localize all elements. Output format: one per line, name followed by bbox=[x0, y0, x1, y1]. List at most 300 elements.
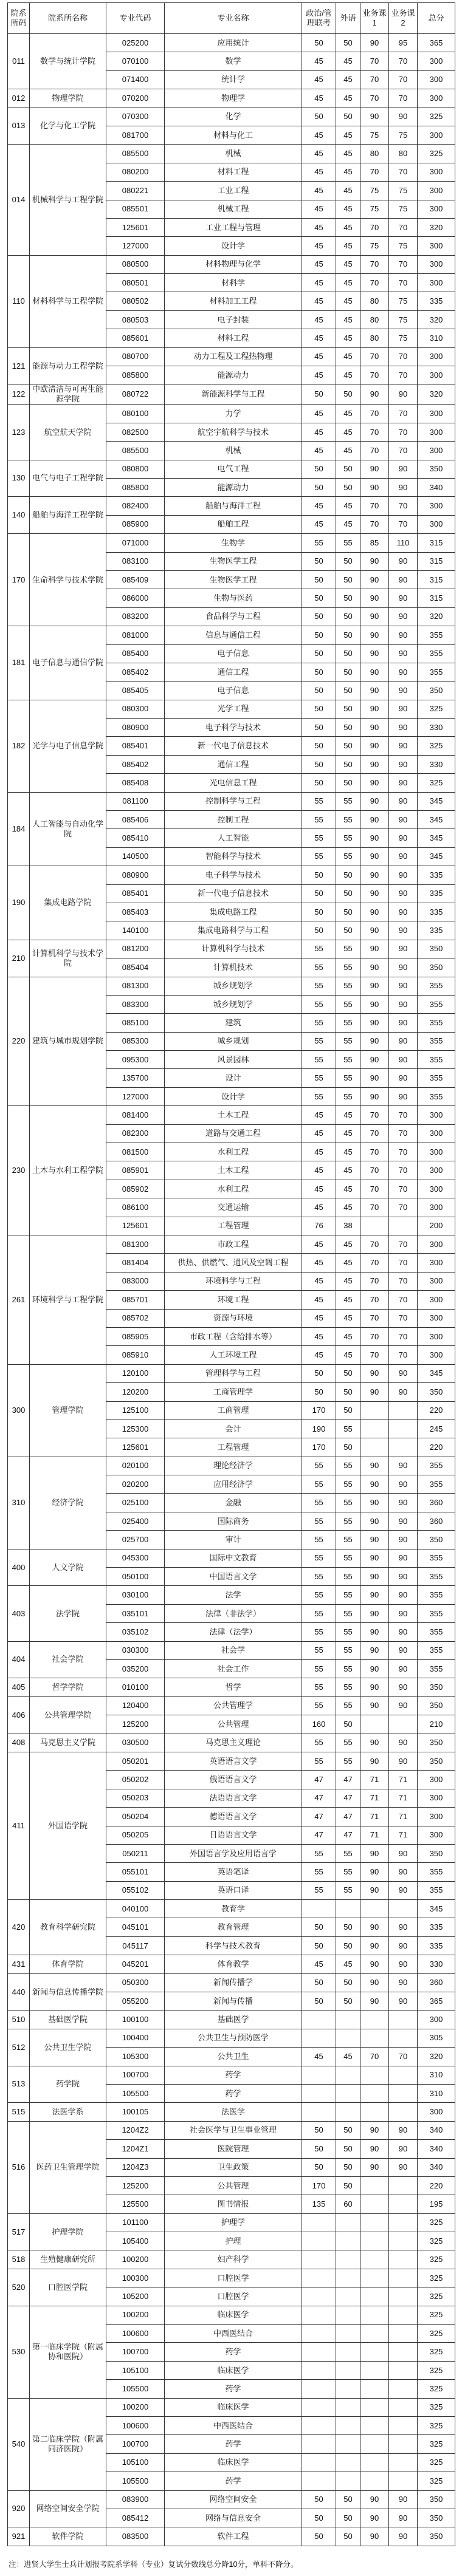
major-name-cell: 航空宇航科学与技术 bbox=[165, 423, 302, 441]
major-code-cell: 050205 bbox=[106, 1826, 165, 1844]
major-code-cell: 125601 bbox=[106, 1438, 165, 1457]
language-score-cell: 50 bbox=[336, 2140, 360, 2158]
major-code-cell: 085412 bbox=[106, 2509, 165, 2527]
total-score-cell: 300 bbox=[418, 52, 455, 70]
course2-score-cell: 90 bbox=[389, 1051, 418, 1069]
major-code-cell: 085409 bbox=[106, 570, 165, 589]
total-score-cell: 300 bbox=[418, 1161, 455, 1180]
major-name-cell: 公共卫生 bbox=[165, 2048, 302, 2066]
total-score-cell: 325 bbox=[418, 2398, 455, 2416]
total-score-cell: 350 bbox=[418, 460, 455, 478]
language-score-cell: 47 bbox=[336, 1826, 360, 1844]
major-name-cell: 机械 bbox=[165, 145, 302, 163]
course2-score-cell: 90 bbox=[389, 1549, 418, 1567]
major-name-cell: 临床医学 bbox=[165, 2306, 302, 2324]
school-name-cell: 护理学院 bbox=[30, 2213, 106, 2250]
politics-score-cell: 55 bbox=[302, 977, 336, 995]
table-row bbox=[8, 34, 455, 52]
politics-score-cell bbox=[302, 2453, 336, 2472]
major-code-cell: 085902 bbox=[106, 1180, 165, 1198]
total-score-cell: 300 bbox=[418, 1309, 455, 1327]
course2-score-cell: 90 bbox=[389, 460, 418, 478]
total-score-cell: 310 bbox=[418, 2066, 455, 2084]
school-name-cell: 生殖健康研究所 bbox=[30, 2250, 106, 2269]
school-code-cell: 431 bbox=[8, 1955, 30, 1973]
politics-score-cell: 50 bbox=[302, 2121, 336, 2139]
school-name-cell: 公共管理学院 bbox=[30, 1696, 106, 1734]
total-score-cell: 300 bbox=[418, 237, 455, 255]
school-code-cell: 420 bbox=[8, 1900, 30, 1955]
course1-score-cell: 70 bbox=[360, 405, 389, 423]
school-code-cell: 011 bbox=[8, 34, 30, 89]
politics-score-cell: 45 bbox=[302, 405, 336, 423]
major-code-cell: 083500 bbox=[106, 2527, 165, 2546]
major-code-cell: 035101 bbox=[106, 1604, 165, 1622]
total-score-cell: 300 bbox=[418, 347, 455, 366]
course2-score-cell: 90 bbox=[389, 737, 418, 755]
major-name-cell: 公共管理 bbox=[165, 2176, 302, 2195]
major-code-cell: 085401 bbox=[106, 737, 165, 755]
major-code-cell: 085401 bbox=[106, 884, 165, 903]
total-score-cell: 350 bbox=[418, 1844, 455, 1862]
politics-score-cell: 55 bbox=[302, 792, 336, 810]
school-code-cell: 518 bbox=[8, 2250, 30, 2269]
table-row bbox=[8, 255, 455, 273]
major-name-cell: 控制工程 bbox=[165, 811, 302, 829]
major-code-cell: 025700 bbox=[106, 1531, 165, 1549]
course1-score-cell: 90 bbox=[360, 866, 389, 884]
total-score-cell: 220 bbox=[418, 2176, 455, 2195]
politics-score-cell: 50 bbox=[302, 921, 336, 940]
course2-score-cell: 90 bbox=[389, 1383, 418, 1401]
total-score-cell: 355 bbox=[418, 644, 455, 663]
politics-score-cell: 50 bbox=[302, 1936, 336, 1955]
course2-score-cell: 90 bbox=[389, 1364, 418, 1382]
language-score-cell bbox=[336, 2029, 360, 2047]
course2-score-cell: 70 bbox=[389, 1272, 418, 1290]
table-row bbox=[8, 1973, 455, 1992]
total-score-cell: 360 bbox=[418, 1512, 455, 1530]
total-score-cell: 325 bbox=[418, 737, 455, 755]
course1-score-cell bbox=[360, 2232, 389, 2250]
total-score-cell: 300 bbox=[418, 366, 455, 384]
politics-score-cell: 50 bbox=[302, 2527, 336, 2546]
language-score-cell: 55 bbox=[336, 1696, 360, 1715]
major-code-cell: 105500 bbox=[106, 2084, 165, 2102]
major-code-cell: 100200 bbox=[106, 2250, 165, 2269]
course1-score-cell bbox=[360, 2306, 389, 2324]
major-name-cell: 通信工程 bbox=[165, 663, 302, 681]
major-code-cell: 050201 bbox=[106, 1752, 165, 1770]
politics-score-cell: 55 bbox=[302, 1734, 336, 1752]
language-score-cell: 50 bbox=[336, 570, 360, 589]
language-score-cell bbox=[336, 2417, 360, 2435]
politics-score-cell: 50 bbox=[302, 34, 336, 52]
politics-score-cell: 50 bbox=[302, 737, 336, 755]
politics-score-cell: 50 bbox=[302, 607, 336, 626]
total-score-cell: 315 bbox=[418, 570, 455, 589]
total-score-cell: 355 bbox=[418, 977, 455, 995]
language-score-cell: 55 bbox=[336, 1087, 360, 1105]
major-code-cell: 140100 bbox=[106, 921, 165, 940]
course1-score-cell bbox=[360, 1715, 389, 1734]
total-score-cell: 355 bbox=[418, 1549, 455, 1567]
course2-score-cell: 90 bbox=[389, 1844, 418, 1862]
language-score-cell: 55 bbox=[336, 1863, 360, 1881]
major-code-cell: 085800 bbox=[106, 478, 165, 496]
major-name-cell: 新能源科学与工程 bbox=[165, 384, 302, 405]
total-score-cell: 315 bbox=[418, 589, 455, 607]
school-name-cell: 哲学学院 bbox=[30, 1678, 106, 1696]
major-code-cell: 083200 bbox=[106, 607, 165, 626]
politics-score-cell: 50 bbox=[302, 384, 336, 405]
language-score-cell: 47 bbox=[336, 1808, 360, 1826]
course1-score-cell: 70 bbox=[360, 442, 389, 460]
total-score-cell: 325 bbox=[418, 2453, 455, 2472]
language-score-cell: 55 bbox=[336, 1623, 360, 1641]
total-score-cell: 360 bbox=[418, 1494, 455, 1512]
school-name-cell: 集成电路学院 bbox=[30, 866, 106, 940]
course1-score-cell: 90 bbox=[360, 682, 389, 700]
major-name-cell: 物理学 bbox=[165, 89, 302, 108]
language-score-cell bbox=[336, 2066, 360, 2084]
total-score-cell: 325 bbox=[418, 2213, 455, 2232]
course2-score-cell: 70 bbox=[389, 1180, 418, 1198]
course2-score-cell: 90 bbox=[389, 1992, 418, 2011]
major-code-cell: 081100 bbox=[106, 792, 165, 810]
politics-score-cell: 50 bbox=[302, 719, 336, 737]
major-code-cell: 085601 bbox=[106, 329, 165, 347]
course2-score-cell: 90 bbox=[389, 774, 418, 792]
school-code-cell: 404 bbox=[8, 1641, 30, 1678]
major-name-cell: 力学 bbox=[165, 405, 302, 423]
total-score-cell: 310 bbox=[418, 2084, 455, 2102]
politics-score-cell: 135 bbox=[302, 2195, 336, 2213]
major-code-cell: 083300 bbox=[106, 995, 165, 1013]
major-name-cell: 哲学 bbox=[165, 1678, 302, 1696]
total-score-cell: 355 bbox=[418, 1087, 455, 1105]
language-score-cell: 55 bbox=[336, 829, 360, 847]
politics-score-cell: 45 bbox=[302, 1235, 336, 1254]
total-score-cell: 310 bbox=[418, 329, 455, 347]
language-score-cell: 50 bbox=[336, 2121, 360, 2139]
major-name-cell: 交通运输 bbox=[165, 1198, 302, 1217]
course1-score-cell: 90 bbox=[360, 1586, 389, 1604]
major-name-cell: 英语语言文学 bbox=[165, 1752, 302, 1770]
course1-score-cell bbox=[360, 1401, 389, 1420]
major-name-cell: 集成电路工程 bbox=[165, 903, 302, 921]
total-score-cell: 325 bbox=[418, 700, 455, 718]
language-score-cell: 45 bbox=[336, 366, 360, 384]
total-score-cell: 355 bbox=[418, 1051, 455, 1069]
total-score-cell: 365 bbox=[418, 34, 455, 52]
course1-score-cell: 70 bbox=[360, 52, 389, 70]
language-score-cell: 45 bbox=[336, 70, 360, 89]
school-name-cell: 医药卫生管理学院 bbox=[30, 2121, 106, 2213]
politics-score-cell: 55 bbox=[302, 1457, 336, 1475]
major-code-cell: 086100 bbox=[106, 1198, 165, 1217]
course1-score-cell: 90 bbox=[360, 384, 389, 405]
school-code-cell: 170 bbox=[8, 534, 30, 626]
language-score-cell: 50 bbox=[336, 774, 360, 792]
school-code-cell: 261 bbox=[8, 1235, 30, 1365]
language-score-cell: 45 bbox=[336, 515, 360, 533]
major-name-cell: 生物与医药 bbox=[165, 589, 302, 607]
total-score-cell: 350 bbox=[418, 1752, 455, 1770]
course2-score-cell: 90 bbox=[389, 1032, 418, 1050]
major-name-cell: 公共管理学 bbox=[165, 1696, 302, 1715]
major-name-cell: 妇产科学 bbox=[165, 2250, 302, 2269]
major-code-cell: 080501 bbox=[106, 274, 165, 292]
major-code-cell: 100600 bbox=[106, 2325, 165, 2343]
language-score-cell: 50 bbox=[336, 2490, 360, 2509]
course1-score-cell bbox=[360, 1420, 389, 1438]
major-code-cell: 025200 bbox=[106, 34, 165, 52]
total-score-cell: 350 bbox=[418, 2509, 455, 2527]
table-row bbox=[8, 2066, 455, 2084]
major-name-cell: 俄语语言文学 bbox=[165, 1771, 302, 1789]
table-row bbox=[8, 1955, 455, 1973]
course2-score-cell: 90 bbox=[389, 607, 418, 626]
course1-score-cell: 70 bbox=[360, 1180, 389, 1198]
politics-score-cell: 50 bbox=[302, 1992, 336, 2011]
course1-score-cell: 70 bbox=[360, 255, 389, 273]
course1-score-cell: 70 bbox=[360, 423, 389, 441]
major-name-cell: 电子科学与技术 bbox=[165, 866, 302, 884]
table-row bbox=[8, 347, 455, 366]
language-score-cell: 50 bbox=[336, 903, 360, 921]
total-score-cell: 325 bbox=[418, 2325, 455, 2343]
table-row bbox=[8, 497, 455, 515]
total-score-cell: 220 bbox=[418, 1401, 455, 1420]
language-score-cell bbox=[336, 2103, 360, 2121]
course1-score-cell: 90 bbox=[360, 2158, 389, 2176]
school-code-cell: 520 bbox=[8, 2269, 30, 2306]
major-code-cell: 140500 bbox=[106, 847, 165, 866]
total-score-cell: 300 bbox=[418, 274, 455, 292]
major-code-cell: 081404 bbox=[106, 1254, 165, 1272]
politics-score-cell: 55 bbox=[302, 1881, 336, 1899]
major-name-cell: 材料加工工程 bbox=[165, 292, 302, 310]
total-score-cell: 300 bbox=[418, 126, 455, 144]
major-name-cell: 法律（法学） bbox=[165, 1623, 302, 1641]
course1-score-cell: 70 bbox=[360, 1291, 389, 1309]
course2-score-cell bbox=[389, 2380, 418, 2398]
politics-score-cell: 45 bbox=[302, 255, 336, 273]
table-row bbox=[8, 1364, 455, 1382]
major-name-cell: 临床医学 bbox=[165, 2453, 302, 2472]
politics-score-cell: 50 bbox=[302, 1364, 336, 1382]
course2-score-cell: 70 bbox=[389, 255, 418, 273]
total-score-cell: 325 bbox=[418, 2380, 455, 2398]
major-name-cell: 工商管理 bbox=[165, 1401, 302, 1420]
column-header: 政治/管理联考 bbox=[302, 3, 336, 34]
major-code-cell: 085100 bbox=[106, 1014, 165, 1032]
major-code-cell: 105400 bbox=[106, 2232, 165, 2250]
language-score-cell: 45 bbox=[336, 1254, 360, 1272]
major-code-cell: 127000 bbox=[106, 237, 165, 255]
course1-score-cell: 71 bbox=[360, 1771, 389, 1789]
major-name-cell: 道路与交通工程 bbox=[165, 1124, 302, 1143]
course1-score-cell: 90 bbox=[360, 940, 389, 958]
course1-score-cell: 90 bbox=[360, 1936, 389, 1955]
major-name-cell: 软件工程 bbox=[165, 2527, 302, 2546]
major-code-cell: 081300 bbox=[106, 1235, 165, 1254]
total-score-cell: 355 bbox=[418, 1881, 455, 1899]
language-score-cell bbox=[336, 2472, 360, 2490]
language-score-cell bbox=[336, 2213, 360, 2232]
total-score-cell: 350 bbox=[418, 2490, 455, 2509]
total-score-cell: 355 bbox=[418, 1069, 455, 1087]
major-name-cell: 护理学 bbox=[165, 2213, 302, 2232]
course1-score-cell: 90 bbox=[360, 903, 389, 921]
major-code-cell: 085403 bbox=[106, 903, 165, 921]
school-name-cell: 公共卫生学院 bbox=[30, 2029, 106, 2066]
course2-score-cell bbox=[389, 1420, 418, 1438]
school-code-cell: 130 bbox=[8, 460, 30, 497]
column-header: 专业名称 bbox=[165, 3, 302, 34]
politics-score-cell: 45 bbox=[302, 89, 336, 108]
major-name-cell: 国际中文教育 bbox=[165, 1549, 302, 1567]
language-score-cell: 55 bbox=[336, 1604, 360, 1622]
major-name-cell: 药学 bbox=[165, 2380, 302, 2398]
course1-score-cell: 75 bbox=[360, 126, 389, 144]
language-score-cell: 50 bbox=[336, 866, 360, 884]
major-code-cell: 100700 bbox=[106, 2066, 165, 2084]
table-row bbox=[8, 940, 455, 958]
language-score-cell: 45 bbox=[336, 200, 360, 218]
politics-score-cell: 45 bbox=[302, 442, 336, 460]
total-score-cell: 300 bbox=[418, 423, 455, 441]
major-code-cell: 085410 bbox=[106, 829, 165, 847]
major-name-cell: 会计 bbox=[165, 1420, 302, 1438]
language-score-cell: 55 bbox=[336, 1032, 360, 1050]
major-code-cell: 083100 bbox=[106, 552, 165, 570]
major-name-cell: 德语语言文学 bbox=[165, 1808, 302, 1826]
course2-score-cell: 71 bbox=[389, 1826, 418, 1844]
course1-score-cell: 90 bbox=[360, 663, 389, 681]
major-code-cell: 105100 bbox=[106, 2453, 165, 2472]
total-score-cell: 355 bbox=[418, 1659, 455, 1678]
course1-score-cell: 90 bbox=[360, 1992, 389, 2011]
total-score-cell: 340 bbox=[418, 2158, 455, 2176]
total-score-cell: 355 bbox=[418, 1863, 455, 1881]
school-code-cell: 440 bbox=[8, 1973, 30, 2011]
major-name-cell: 卫生政策 bbox=[165, 2158, 302, 2176]
course2-score-cell: 90 bbox=[389, 644, 418, 663]
language-score-cell: 45 bbox=[336, 1180, 360, 1198]
politics-score-cell: 45 bbox=[302, 1124, 336, 1143]
major-name-cell: 建筑 bbox=[165, 1014, 302, 1032]
major-name-cell: 社会医学与卫生事业管理 bbox=[165, 2121, 302, 2139]
major-code-cell: 085408 bbox=[106, 774, 165, 792]
course1-score-cell: 70 bbox=[360, 1272, 389, 1290]
school-name-cell: 电气与电子工程学院 bbox=[30, 460, 106, 497]
course1-score-cell: 90 bbox=[360, 1678, 389, 1696]
politics-score-cell bbox=[302, 2417, 336, 2435]
course1-score-cell: 70 bbox=[360, 89, 389, 108]
politics-score-cell bbox=[302, 2084, 336, 2102]
language-score-cell: 45 bbox=[336, 329, 360, 347]
politics-score-cell: 45 bbox=[302, 1327, 336, 1345]
politics-score-cell: 45 bbox=[302, 145, 336, 163]
language-score-cell: 55 bbox=[336, 1568, 360, 1586]
major-code-cell: 100700 bbox=[106, 2435, 165, 2453]
major-code-cell: 080500 bbox=[106, 255, 165, 273]
language-score-cell: 55 bbox=[336, 1457, 360, 1475]
school-code-cell: 515 bbox=[8, 2103, 30, 2121]
total-score-cell: 325 bbox=[418, 2343, 455, 2361]
course1-score-cell bbox=[360, 2084, 389, 2102]
language-score-cell: 55 bbox=[336, 1678, 360, 1696]
language-score-cell: 50 bbox=[336, 682, 360, 700]
major-code-cell: 085702 bbox=[106, 1309, 165, 1327]
school-name-cell: 电子信息与通信学院 bbox=[30, 626, 106, 700]
total-score-cell: 300 bbox=[418, 1808, 455, 1826]
course2-score-cell: 90 bbox=[389, 570, 418, 589]
politics-score-cell: 45 bbox=[302, 310, 336, 329]
major-name-cell: 教育管理 bbox=[165, 1918, 302, 1936]
total-score-cell: 195 bbox=[418, 2195, 455, 2213]
table-row bbox=[8, 2250, 455, 2269]
course1-score-cell bbox=[360, 2011, 389, 2029]
major-name-cell: 社会学 bbox=[165, 1641, 302, 1659]
course1-score-cell: 90 bbox=[360, 737, 389, 755]
course1-score-cell: 70 bbox=[360, 497, 389, 515]
total-score-cell: 300 bbox=[418, 89, 455, 108]
total-score-cell: 350 bbox=[418, 1531, 455, 1549]
course1-score-cell: 90 bbox=[360, 1752, 389, 1770]
major-code-cell: 055200 bbox=[106, 1992, 165, 2011]
politics-score-cell: 45 bbox=[302, 1346, 336, 1364]
major-name-cell: 新闻传播学 bbox=[165, 1973, 302, 1992]
total-score-cell: 330 bbox=[418, 719, 455, 737]
politics-score-cell: 50 bbox=[302, 2140, 336, 2158]
major-name-cell: 中西医结合 bbox=[165, 2325, 302, 2343]
politics-score-cell bbox=[302, 2380, 336, 2398]
major-code-cell: 025400 bbox=[106, 1512, 165, 1530]
politics-score-cell: 50 bbox=[302, 682, 336, 700]
language-score-cell bbox=[336, 1900, 360, 1918]
politics-score-cell: 160 bbox=[302, 1715, 336, 1734]
course1-score-cell bbox=[360, 2453, 389, 2472]
table-row bbox=[8, 2306, 455, 2324]
language-score-cell: 38 bbox=[336, 1217, 360, 1235]
total-score-cell: 355 bbox=[418, 1457, 455, 1475]
school-code-cell: 014 bbox=[8, 145, 30, 255]
total-score-cell: 325 bbox=[418, 2417, 455, 2435]
total-score-cell: 200 bbox=[418, 1217, 455, 1235]
course1-score-cell: 71 bbox=[360, 1826, 389, 1844]
major-code-cell: 045201 bbox=[106, 1955, 165, 1973]
course1-score-cell: 75 bbox=[360, 182, 389, 200]
language-score-cell: 45 bbox=[336, 2048, 360, 2066]
course2-score-cell: 70 bbox=[389, 347, 418, 366]
language-score-cell: 50 bbox=[336, 626, 360, 644]
major-code-cell: 071000 bbox=[106, 534, 165, 552]
politics-score-cell: 50 bbox=[302, 1383, 336, 1401]
school-name-cell: 船舶与海洋工程学院 bbox=[30, 497, 106, 534]
course1-score-cell bbox=[360, 2213, 389, 2232]
total-score-cell: 350 bbox=[418, 1678, 455, 1696]
course1-score-cell: 90 bbox=[360, 1032, 389, 1050]
school-code-cell: 012 bbox=[8, 89, 30, 108]
politics-score-cell bbox=[302, 2232, 336, 2250]
course1-score-cell bbox=[360, 2176, 389, 2195]
course1-score-cell: 90 bbox=[360, 1475, 389, 1494]
language-score-cell bbox=[336, 2435, 360, 2453]
total-score-cell: 335 bbox=[418, 884, 455, 903]
